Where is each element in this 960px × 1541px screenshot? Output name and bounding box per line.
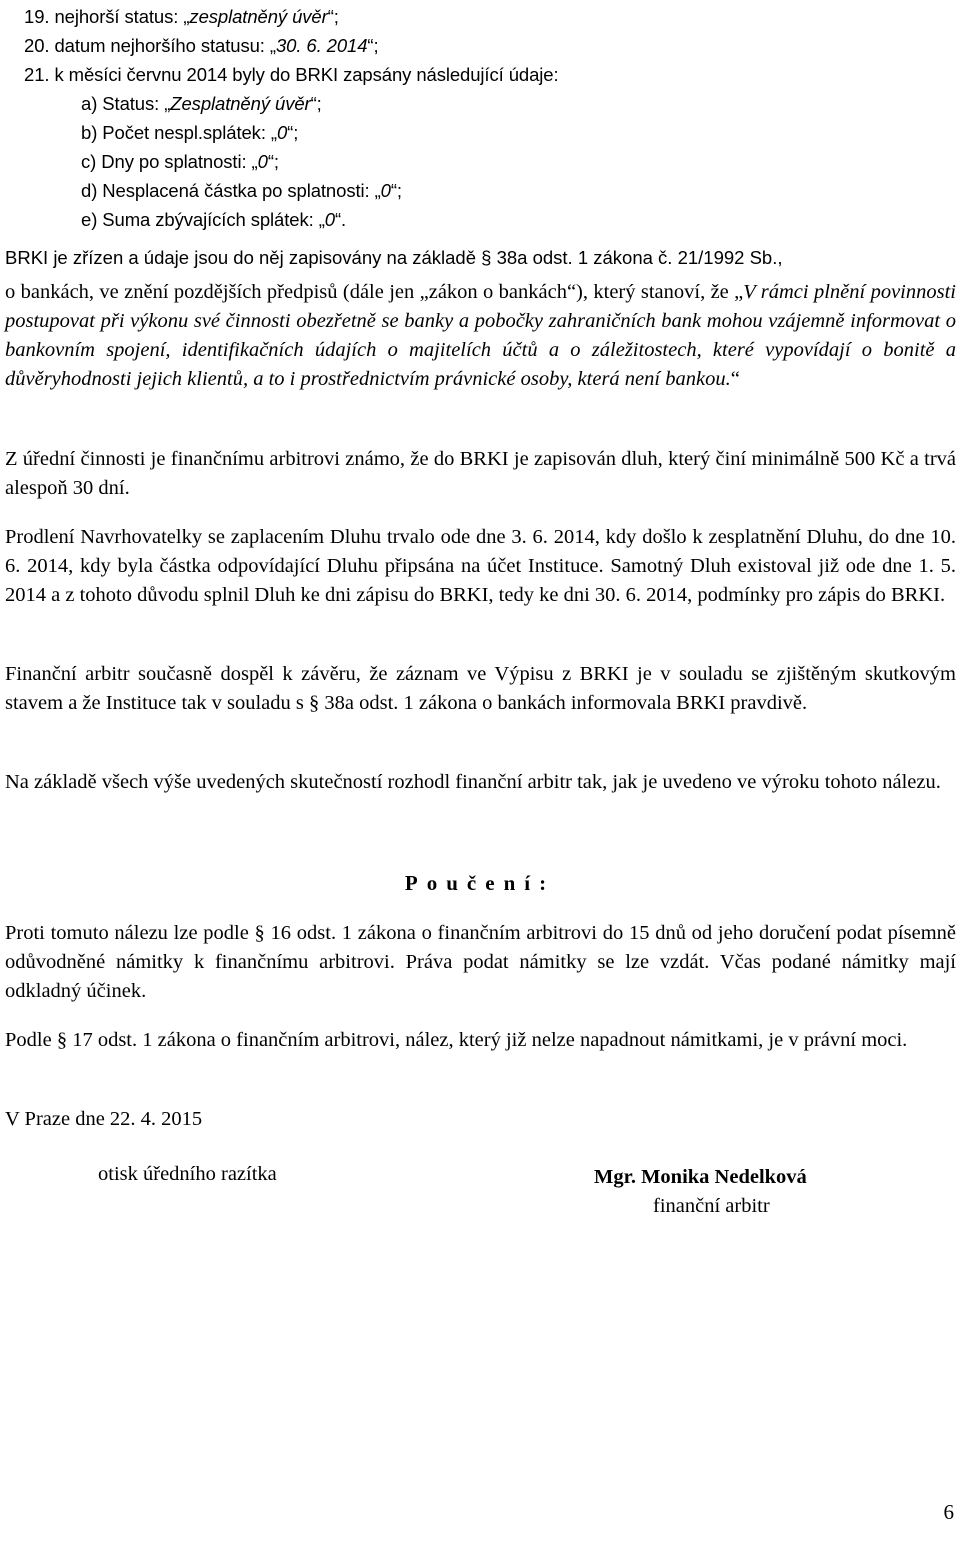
paragraph-text: “	[730, 368, 740, 390]
paragraph-text: o bankách, ve znění pozdějších předpisů (dále jen „zákon o bankách“), který stanoví, že „	[5, 281, 744, 303]
paragraph-appeal: Proti tomuto nálezu lze podle § 16 odst. 1 zákona o finančním arbitrovi do 15 dnů od jeho doručení podat písemně odůvodněné námitky k finančnímu arbitrovi. Práva podat námitky se lze vzdát. Včas podané námitky mají odkladný účinek.	[5, 922, 956, 1002]
paragraph-banking-act	[5, 278, 956, 394]
list-item-19	[24, 2, 944, 31]
list-text: a) Status: „	[81, 93, 171, 114]
paragraph-final-ruling: Podle § 17 odst. 1 zákona o finančním arbitrovi, nález, který již nelze napadnout námitkami, je v právní moci.	[5, 1029, 908, 1051]
list-value: zesplatněný úvěr	[189, 6, 328, 27]
list-text: “;	[327, 6, 339, 27]
page-number: 6	[943, 1500, 954, 1524]
list-value: 30. 6. 2014	[275, 35, 368, 56]
list-text: 19. nejhorší status: „	[24, 6, 190, 27]
sublist-item-a	[24, 89, 944, 118]
list-value: Zesplatněný úvěr	[170, 93, 311, 114]
signature-block	[594, 1163, 807, 1221]
legal-quote: V rámci plnění povinnosti postupovat při výkonu své činnosti obezřetně se banky a pobočky zahraničních bank mohou vzájemně informovat o bankovním spojení, identifikačních údajích o majitelích účtů a o záležitostech, které vypovídají o bonitě a důvěryhodnosti jejich klientů, a to i prostřednictvím právnické osoby, která není bankou.	[5, 281, 956, 390]
list-text: b) Počet nespl.splátek: „	[81, 122, 277, 143]
list-value: 0	[380, 180, 391, 201]
sublist-item-c	[24, 147, 944, 176]
list-text: “;	[367, 35, 379, 56]
sublist-item-e	[24, 205, 944, 234]
signer-name: Mgr. Monika Nedelková	[594, 1166, 807, 1188]
list-text: c) Dny po splatnosti: „	[81, 151, 258, 172]
list-text: d) Nesplacená částka po splatnosti: „	[81, 180, 381, 201]
list-text: 20. datum nejhoršího statusu: „	[24, 35, 276, 56]
list-value: 0	[257, 151, 268, 172]
list-value: 0	[324, 209, 335, 230]
list-text: “.	[334, 209, 347, 230]
list-text: e) Suma zbývajících splátek: „	[81, 209, 325, 230]
stamp-placeholder: otisk úředního razítka	[98, 1163, 277, 1185]
sublist-item-d	[24, 176, 944, 205]
brki-legal-basis-line: BRKI je zřízen a údaje jsou do něj zapisovány na základě § 38a odst. 1 zákona č. 21/1992 Sb.,	[5, 247, 783, 268]
sublist-item-b	[24, 118, 944, 147]
list-text: “;	[310, 93, 322, 114]
list-item-21: 21. k měsíci červnu 2014 byly do BRKI zapsány následující údaje:	[24, 64, 559, 85]
record-list	[24, 2, 944, 234]
paragraph-decision: Na základě všech výše uvedených skutečností rozhodl finanční arbitr tak, jak je uvedeno ve výroku tohoto nálezu.	[5, 771, 941, 793]
paragraph-debt-registration: Z úřední činnosti je finančnímu arbitrovi známo, že do BRKI je zapisován dluh, který činí minimálně 500 Kč a trvá alespoň 30 dní.	[5, 448, 956, 499]
list-text: “;	[287, 122, 299, 143]
list-value: 0	[276, 122, 288, 143]
date-line: V Praze dne 22. 4. 2015	[5, 1108, 203, 1130]
list-item-20	[24, 31, 944, 60]
list-text: “;	[267, 151, 279, 172]
paragraph-conclusion: Finanční arbitr současně dospěl k závěru, že záznam ve Výpisu z BRKI je v souladu se zjištěným skutkovým stavem a že Instituce tak v souladu s § 38a odst. 1 zákona o bankách informovala BRKI pravdivě.	[5, 663, 956, 714]
list-text: “;	[390, 180, 402, 201]
instruction-heading: Poučení:	[404, 871, 556, 895]
paragraph-delay: Prodlení Navrhovatelky se zaplacením Dluhu trvalo ode dne 3. 6. 2014, kdy došlo k zesplatnění Dluhu, do dne 10. 6. 2014, kdy byla částka odpovídající Dluhu připsána na účet Instituce. Samotný Dluh existoval již ode dne 1. 5. 2014 a z tohoto důvodu splnil Dluh ke dni zápisu do BRKI, tedy ke dni 30. 6. 2014, podmínky pro zápis do BRKI.	[5, 526, 956, 606]
signer-role: finanční arbitr	[653, 1195, 770, 1217]
